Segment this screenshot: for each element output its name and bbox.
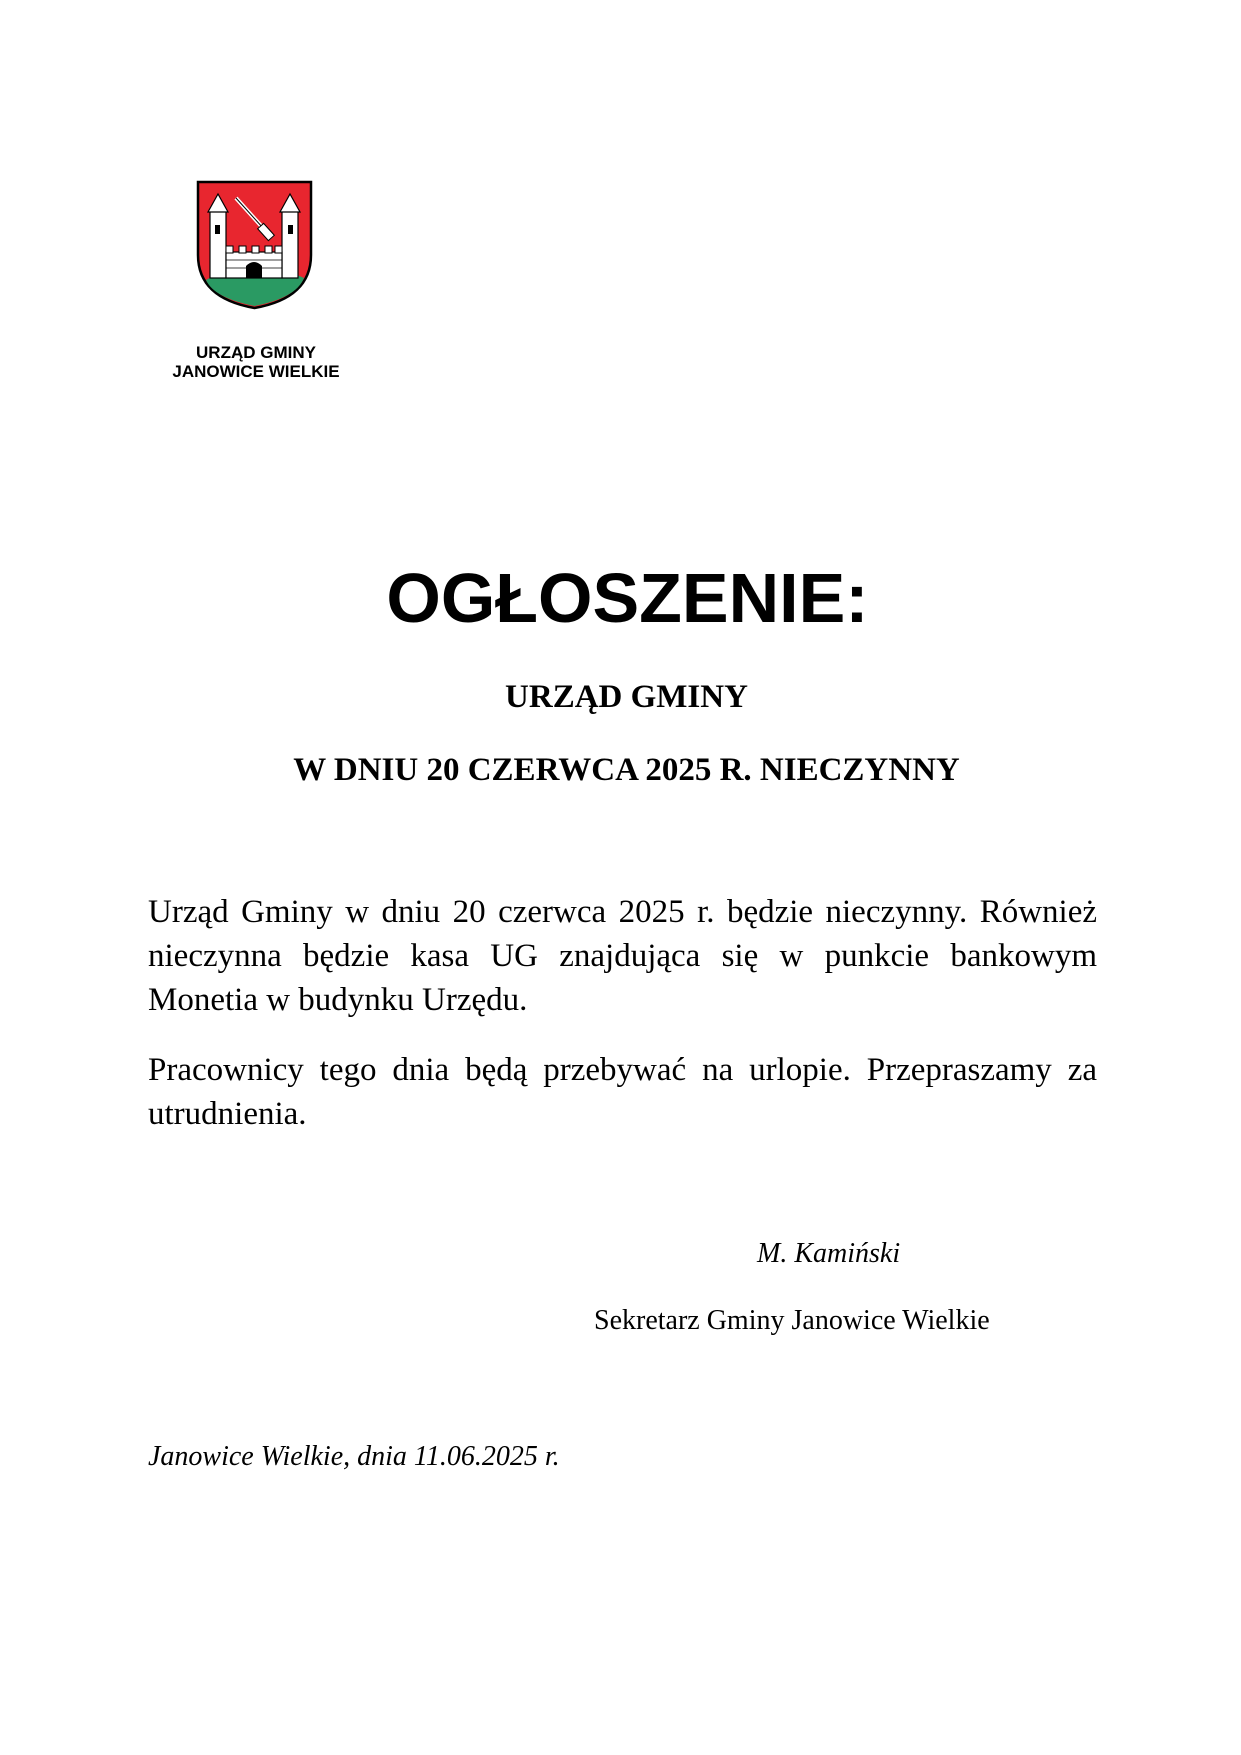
announcement-paragraph-2: Pracownicy tego dnia będą przebywać na urlopie. Przepraszamy za utrudnienia. bbox=[148, 1052, 1097, 1132]
announcement-subtitle-date: W DNIU 20 CZERWCA 2025 R. NIECZYNNY bbox=[293, 752, 960, 788]
announcement-paragraph-1: Urząd Gminy w dniu 20 czerwca 2025 r. będzie nieczynny. Również nieczynna będzie kasa UG znajdująca się w punkcie bankowym Monetia w budynku Urzędu. bbox=[148, 894, 1097, 1018]
announcement-title: OGŁOSZENIE: bbox=[386, 559, 869, 637]
signature-name: M. Kamiński bbox=[757, 1238, 901, 1269]
announcement-subtitle-office: URZĄD GMINY bbox=[505, 679, 748, 715]
org-name-line1: URZĄD GMINY bbox=[196, 343, 316, 362]
org-name-line2: JANOWICE WIELKIE bbox=[172, 362, 340, 381]
signature-role: Sekretarz Gminy Janowice Wielkie bbox=[594, 1305, 990, 1336]
coat-of-arms-icon bbox=[196, 180, 313, 310]
place-and-date: Janowice Wielkie, dnia 11.06.2025 r. bbox=[148, 1441, 560, 1472]
org-header bbox=[150, 343, 362, 381]
